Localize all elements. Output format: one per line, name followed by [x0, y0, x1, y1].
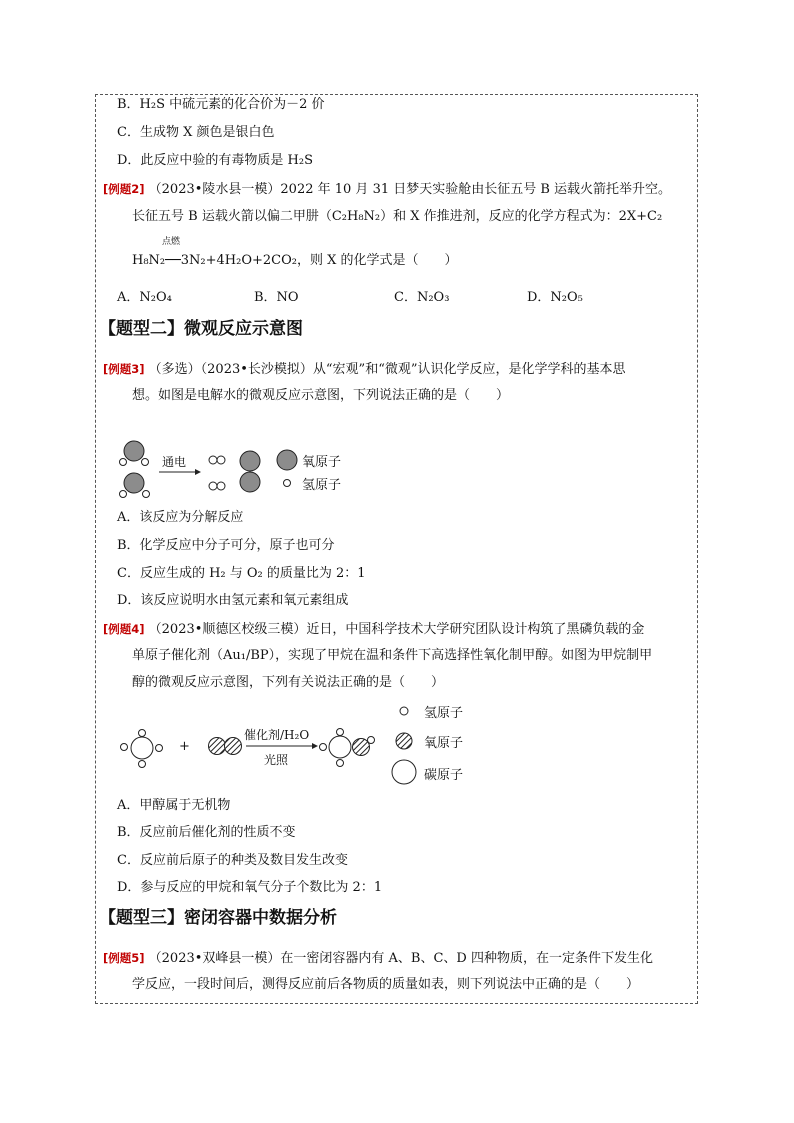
example-5-tag: [例题5] [103, 951, 145, 965]
legend-carbon-label: 碳原子 [424, 768, 464, 783]
example-3-text-1: （多选）（2023•长沙模拟）从“宏观”和“微观”认识化学反应，是化学学科的基本思 [148, 362, 626, 377]
legend-oxygen-label: 氧原子 [424, 736, 464, 751]
example-2-option-b: B．NO [254, 290, 299, 305]
plus-sign: + [179, 739, 190, 754]
example-4-option-d: D．参与反应的甲烷和氧气分子个数比为 2：1 [117, 880, 383, 895]
example-4-line-1 [103, 620, 644, 639]
option-c: C．生成物 X 颜色是银白色 [117, 125, 275, 140]
oxygen-molecule-icon [209, 738, 242, 755]
example-4-tag: [例题4] [103, 622, 145, 636]
example-2-tag: [例题2] [103, 182, 145, 196]
example-4-option-c: C．反应前后原子的种类及数目发生改变 [117, 853, 348, 868]
example-5-text-1: （2023•双峰县一模）在一密闭容器内有 A、B、C、D 四种物质，在一定条件下发生化 [148, 951, 653, 966]
arrow-label-electricity: 通电 [162, 455, 187, 469]
legend-hydrogen-label: 氢原子 [302, 478, 342, 493]
example-2-option-d: D．N₂O₅ [527, 290, 583, 305]
section-heading-3: 【题型三】密闭容器中数据分析 [99, 908, 337, 928]
example-5-line-1 [103, 949, 653, 968]
example-2-line-3: H₈N₂──3N₂+4H₂O+2CO₂，则 X 的化学式是（ ） [132, 253, 458, 268]
oxygen-molecule-icon [240, 451, 260, 492]
water-molecule-icon [120, 473, 150, 498]
section-heading-2: 【题型二】微观反应示意图 [99, 319, 303, 339]
option-b: B．H₂S 中硫元素的化合价为－2 价 [117, 97, 325, 112]
example-3-option-a: A．该反应为分解反应 [117, 510, 244, 525]
example-4-option-b: B．反应前后催化剂的性质不变 [117, 825, 296, 840]
legend-hydrogen-label: 氢原子 [424, 706, 464, 721]
example-2-line-2: 长征五号 B 运载火箭以偏二甲肼（C₂H₈N₂）和 X 作推进剂，反应的化学方程式为：2X+C₂ [132, 209, 663, 224]
arrow-label-light: 光照 [264, 753, 289, 767]
methanol-molecule-icon [320, 729, 375, 767]
option-d: D．此反应中验的有毒物质是 H₂S [117, 153, 314, 168]
example-5-line-2: 学反应，一段时间后，测得反应前后各物质的质量如表，则下列说法中正确的是（ ） [132, 977, 640, 992]
hydrogen-atom-legend-icon [400, 707, 408, 715]
oxygen-atom-legend-icon [396, 733, 412, 749]
hydrogen-molecule-icon [209, 482, 225, 490]
hydrogen-atom-legend-icon [284, 480, 291, 487]
example-4-text-1: （2023•顺德区校级三模）近日，中国科学技术大学研究团队设计构筑了黑磷负载的金 [148, 622, 645, 637]
example-2-option-c: C．N₂O₃ [394, 290, 450, 305]
legend-oxygen-label: 氧原子 [302, 455, 342, 470]
carbon-atom-legend-icon [392, 760, 416, 784]
example-4-option-a: A．甲醇属于无机物 [117, 798, 231, 813]
hydrogen-molecule-icon [209, 456, 225, 464]
example-3-line-2: 想。如图是电解水的微观反应示意图，下列说法正确的是（ ） [132, 388, 510, 403]
arrow-label-catalyst: 催化剂/H₂O [244, 728, 310, 742]
example-3-tag: [例题3] [103, 362, 145, 376]
example-2-text-1: （2023•陵水县一模）2022 年 10 月 31 日梦天实验舱由长征五号 B 运载火箭托举升空。 [148, 182, 672, 197]
example-4-line-3: 醇的微观反应示意图，下列有关说法正确的是（ ） [132, 675, 445, 690]
reaction-condition: 点燃 [162, 237, 181, 247]
example-4-line-2: 单原子催化剂（Au₁/BP），实现了甲烷在温和条件下高选择性氧化制甲醇。如图为甲烷制甲 [132, 648, 653, 663]
water-molecule-icon [120, 441, 149, 466]
example-3-option-d: D．该反应说明水由氢元素和氧元素组成 [117, 593, 349, 608]
methane-molecule-icon [121, 730, 163, 768]
example-2-option-a: A．N₂O₄ [117, 290, 172, 305]
example-3-option-c: C．反应生成的 H₂ 与 O₂ 的质量比为 2：1 [117, 566, 366, 581]
example-3-option-b: B．化学反应中分子可分，原子也可分 [117, 538, 335, 553]
oxygen-atom-legend-icon [277, 450, 297, 470]
